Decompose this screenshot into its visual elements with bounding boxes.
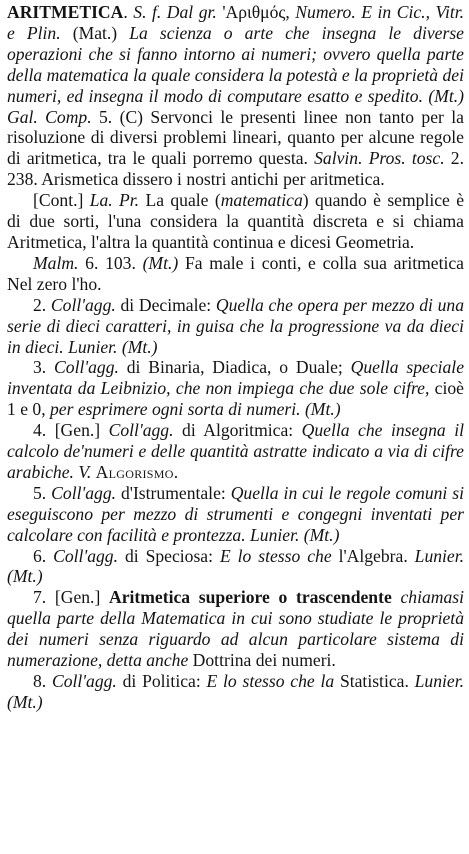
greek-etymon: 'Αριθμός: [222, 2, 286, 22]
citation-source: Malm.: [33, 252, 79, 273]
definition-text: Quella in cui le regole comuni si eseguiscono per mezzo di strumenti e congegni inventati per calcolare con facilità e prontezza. Lunier.: [7, 482, 464, 545]
editor-tag: [Cont.]: [33, 190, 90, 211]
citation-paragraph: [Cont.] La. Pr. La quale (matematica) quando è semplice è di due sorti, l'una considera la quantità discreta e si chiama Aritmetica, l'altra la quantità continua e dicesi Geometria.: [7, 190, 465, 252]
collocation-label: Coll'agg.: [51, 671, 117, 691]
sense-paragraph: 4. [Gen.] Coll'agg. di Algoritmica: Quella che insegna il calcolo de'numeri e delle quantità astratte indicato a via di cifre arabiche. V. Algorismo.: [7, 420, 464, 482]
citation-paragraph: Malm. 6. 103. (Mt.) Fa male i conti, e colla sua aritmetica Nel zero l'ho.: [7, 252, 464, 294]
definition-text: La scienza o arte che insegna le diverse operazioni che si fanno intorno ai numeri; ovvero quella parte della matematica la quale considera la potestà e la proprietà dei numeri, ed insegna il modo di computare esatto e spedito.: [7, 22, 464, 106]
citation-source: La. Pr.: [89, 190, 140, 211]
subheadword: Aritmetica superiore o trascendente: [109, 587, 392, 608]
collocation-label: Coll'agg.: [53, 545, 119, 566]
etymology: Numero. E in Cic., Vitr. e Plin.: [7, 2, 465, 43]
source-abbr: (Mt.): [121, 336, 158, 357]
source-abbr: (Mt.): [428, 85, 464, 106]
citation-text: ) quando è semplice è di due sorti, l'una considera la quantità discreta e si chiama Aritmetica, l'altra la quantità continua e dicesi Geometria.: [7, 190, 465, 252]
citation-text: Fa male i conti, e colla sua aritmetica Nel zero l'ho.: [7, 252, 464, 294]
headword: ARITMETICA: [7, 2, 124, 22]
source-abbr: (Mt.): [304, 399, 341, 420]
sense-paragraph: 2. Coll'agg. di Decimale: Quella che opera per mezzo di una serie di dieci caratteri, in guisa che la progressione va da dieci in dieci. Lunier. (Mt.): [7, 294, 465, 357]
definition-text: Quella speciale inventata da Leibnizio, che non impiega che due sole cifre,: [7, 357, 465, 399]
citation-source: Lunier. (Mt.): [7, 545, 465, 587]
sense-number: 2.: [33, 294, 51, 315]
collocation-label: Coll'agg.: [108, 420, 174, 441]
sense-number: 8.: [33, 671, 52, 691]
collocation-label: Coll'agg.: [50, 294, 116, 315]
sense-number: 5.: [33, 482, 52, 503]
cross-reference: Algorismo: [95, 461, 174, 482]
sense-number: 6.: [33, 545, 54, 566]
citation-source: Salvin. Pros. tosc.: [314, 148, 445, 169]
source-abbr: (Mt.): [142, 252, 179, 273]
definition-text: chiamasi quella parte della Matematica in cui sono studiate le proprietà dei numeri senza riguardo ad alcun particolare sistema di numerazione, detta anche: [7, 587, 464, 671]
sense-number: 4. [Gen.]: [33, 420, 109, 441]
collocation-label: Coll'agg.: [54, 357, 119, 378]
sense-paragraph: 8. Coll'agg. di Politica: E lo stesso che la Statistica. Lunier. (Mt.): [7, 671, 464, 712]
sense-paragraph: 5. Coll'agg. d'Istrumentale: Quella in cui le regole comuni si eseguiscono per mezzo di strumenti e congegni inventati per calcolare con facilità e prontezza. Lunier. (Mt.): [7, 482, 464, 545]
citation-source: Lunier. (Mt.): [7, 671, 464, 712]
citation-source: Gal. Comp.: [7, 106, 92, 127]
collocation-label: Coll'agg.: [51, 482, 117, 503]
citation-text: 5. (C) Servonci le presenti linee non tanto per la risoluzione di diversi problemi lineari, quanto per alcune regole di aritmetica, tra le quali porremo questa.: [7, 106, 464, 169]
citation-text: 2. 238. Arismetica dissero i nostri antichi per aritmetica.: [7, 148, 464, 190]
entry-definition-paragraph: ARITMETICA. S. f. Dal gr. 'Αριθμός, Numero. E in Cic., Vitr. e Plin. (Mat.) La scienza o arte che insegna le diverse operazioni che si fanno intorno ai numeri; ovvero quella parte della matematica la quale considera la potestà e la proprietà dei numeri, ed insegna il modo di computare esatto e spedito. (Mt.) Gal. Comp. 5. (C) Servonci le presenti linee non tanto per la risoluzione di diversi problemi lineari, quanto per alcune regole di aritmetica, tra le quali porremo questa. Salvin. Pros. tosc. 2. 238. Arismetica dissero i nostri antichi per aritmetica.: [7, 2, 465, 190]
sense-paragraph: 6. Coll'agg. di Speciosa: E lo stesso che l'Algebra. Lunier. (Mt.): [7, 545, 465, 587]
sense-paragraph: 3. Coll'agg. di Binaria, Diadica, o Duale; Quella speciale inventata da Leibnizio, che non impiega che due sole cifre, cioè 1 e 0, per esprimere ogni sorta di numeri. (Mt.): [7, 357, 465, 420]
sense-number: 7. [Gen.]: [33, 587, 110, 608]
definition-text: per esprimere ogni sorta di numeri.: [50, 399, 301, 420]
definition-text: Quella che opera per mezzo di una serie di dieci caratteri, in guisa che la progressione va da dieci in dieci. Lunier.: [7, 294, 465, 357]
definition-text: E lo stesso che: [219, 545, 332, 566]
grammar-label: S. f. Dal gr.: [133, 2, 223, 22]
emphasis: matematica: [220, 190, 303, 211]
definition-text: Quella che insegna il calcolo de'numeri e delle quantità astratte indicato a via di cifre arabiche. V.: [7, 420, 464, 482]
definition-text: E lo stesso che la: [206, 671, 335, 691]
source-abbr: (Mt.): [303, 524, 340, 545]
sense-number: 3.: [33, 357, 55, 378]
sense-paragraph: 7. [Gen.] Aritmetica superiore o trascendente chiamasi quella parte della Matematica in cui sono studiate le proprietà dei numeri senza riguardo ad alcun particolare sistema di numerazione, detta anche Dottrina dei numeri.: [7, 587, 464, 671]
